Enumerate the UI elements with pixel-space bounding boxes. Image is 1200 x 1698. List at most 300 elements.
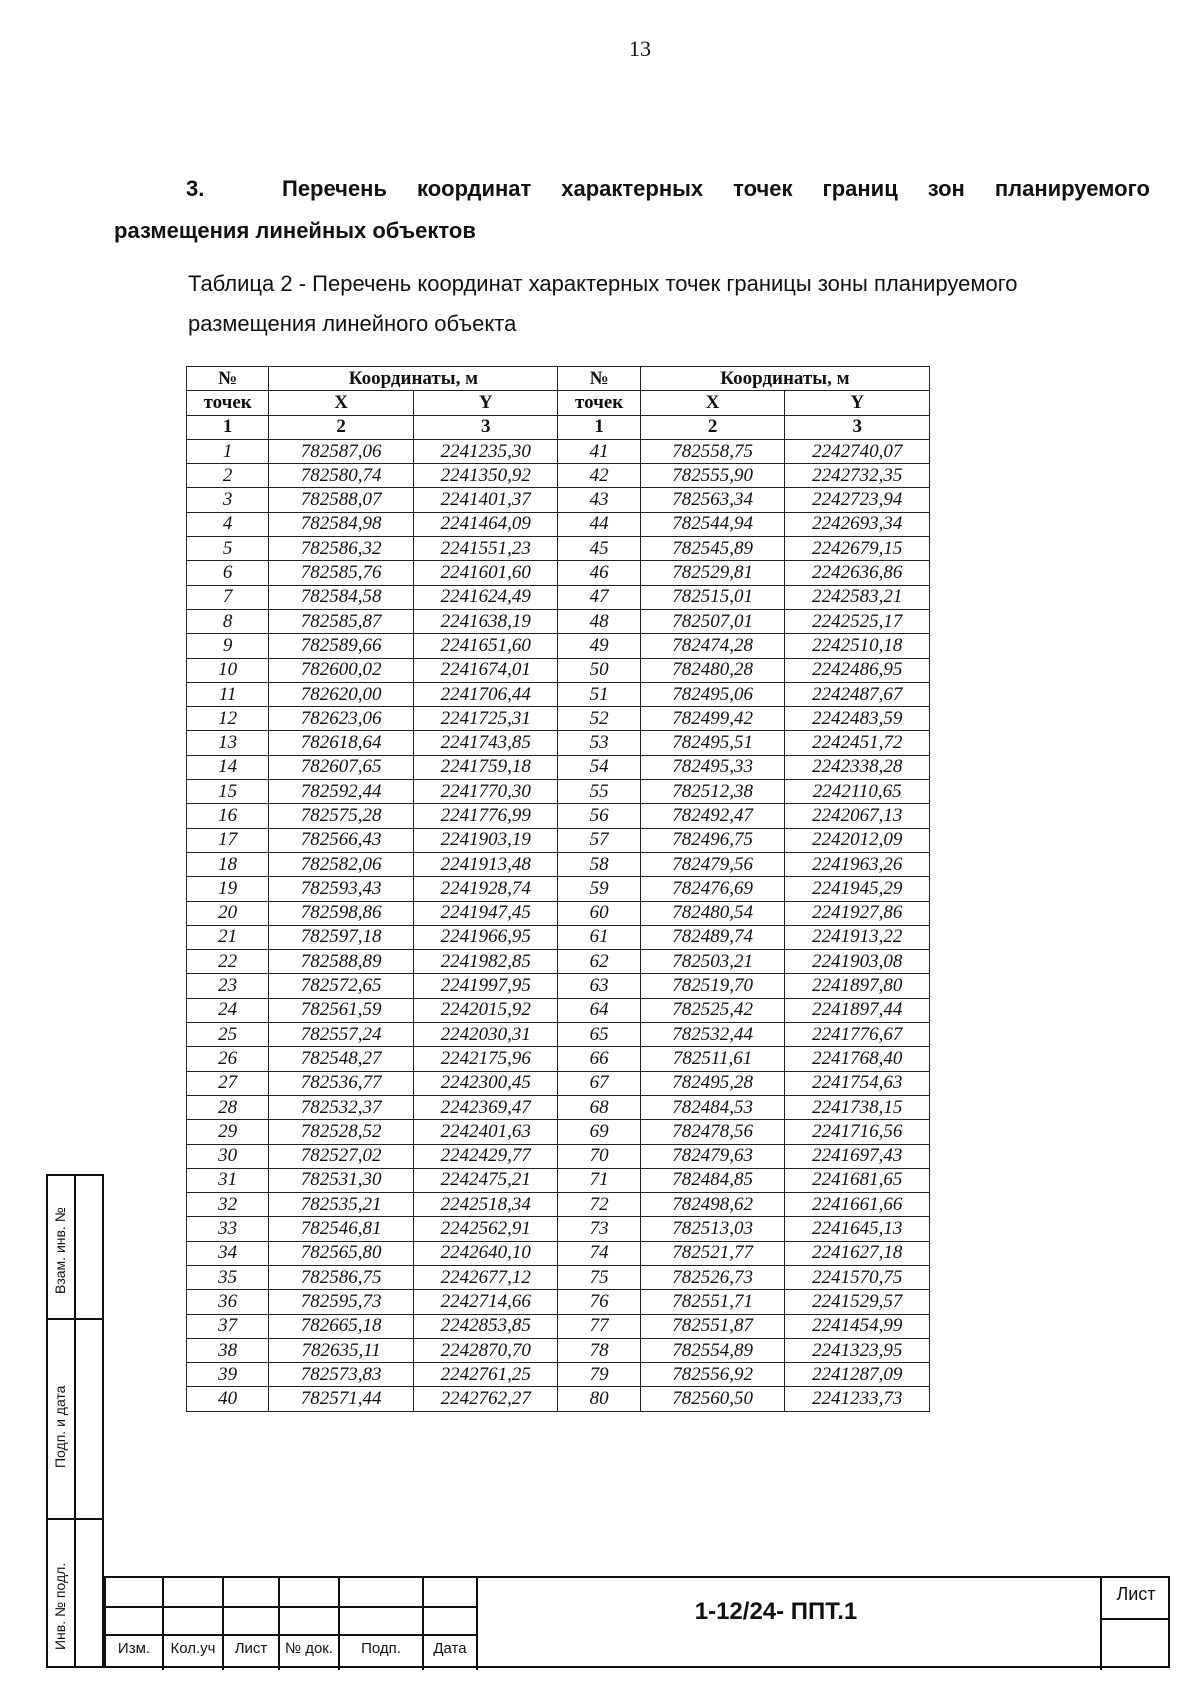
col-number-1: 1 — [187, 415, 269, 439]
point-number-left: 5 — [187, 537, 269, 561]
point-number-right: 46 — [558, 561, 640, 585]
x-coordinate-right: 782495,06 — [640, 682, 785, 706]
x-coordinate-right: 782563,34 — [640, 488, 785, 512]
point-number-right: 44 — [558, 512, 640, 536]
point-number-right: 76 — [558, 1290, 640, 1314]
y-coordinate-right: 2241754,63 — [785, 1071, 930, 1095]
x-coordinate-left: 782595,73 — [269, 1290, 414, 1314]
table-row — [187, 512, 930, 536]
y-coordinate-right: 2241716,56 — [785, 1120, 930, 1144]
y-coordinate-right: 2241927,86 — [785, 901, 930, 925]
header-row-2 — [187, 391, 930, 415]
table-row — [187, 1047, 930, 1071]
table-row — [187, 1217, 930, 1241]
side-stamp-divider — [48, 1318, 102, 1320]
x-coordinate-left: 782566,43 — [269, 828, 414, 852]
y-coordinate-left: 2242562,91 — [413, 1217, 558, 1241]
coordinates-table-body — [187, 439, 930, 1411]
y-coordinate-right: 2241454,99 — [785, 1314, 930, 1338]
y-coordinate-left: 2242518,34 — [413, 1193, 558, 1217]
sheet-label: Лист — [1116, 1584, 1156, 1604]
x-coordinate-left: 782582,06 — [269, 852, 414, 876]
x-coordinate-left: 782586,32 — [269, 537, 414, 561]
y-coordinate-right: 2242510,18 — [785, 634, 930, 658]
table-row — [187, 1193, 930, 1217]
title-block-label-signature: Подп. — [361, 1640, 401, 1657]
point-number-right: 48 — [558, 609, 640, 633]
y-coordinate-right: 2241661,66 — [785, 1193, 930, 1217]
y-coordinate-left: 2241551,23 — [413, 537, 558, 561]
section-title-word: границ — [822, 176, 898, 201]
point-number-right: 41 — [558, 439, 640, 463]
point-number-right: 62 — [558, 950, 640, 974]
point-number-right: 65 — [558, 1023, 640, 1047]
x-coordinate-right: 782480,28 — [640, 658, 785, 682]
y-coordinate-right: 2241645,13 — [785, 1217, 930, 1241]
y-coordinate-right: 2241963,26 — [785, 852, 930, 876]
table-row — [187, 609, 930, 633]
table-row — [187, 1290, 930, 1314]
header-y-left: Y — [413, 391, 558, 415]
point-number-left: 14 — [187, 755, 269, 779]
x-coordinate-left: 782571,44 — [269, 1387, 414, 1411]
x-coordinate-right: 782521,77 — [640, 1241, 785, 1265]
table-row — [187, 1071, 930, 1095]
section-title-word: зон — [927, 176, 965, 201]
y-coordinate-left: 2242761,25 — [413, 1363, 558, 1387]
y-coordinate-left: 2241770,30 — [413, 780, 558, 804]
y-coordinate-left: 2241651,60 — [413, 634, 558, 658]
point-number-right: 70 — [558, 1144, 640, 1168]
x-coordinate-right: 782495,28 — [640, 1071, 785, 1095]
y-coordinate-left: 2242401,63 — [413, 1120, 558, 1144]
x-coordinate-left: 782597,18 — [269, 925, 414, 949]
col-number-2: 2 — [640, 415, 785, 439]
point-number-right: 47 — [558, 585, 640, 609]
header-row-1 — [187, 367, 930, 391]
table-caption-line2: размещения линейного объекта — [188, 311, 517, 336]
x-coordinate-left: 782588,89 — [269, 950, 414, 974]
section-title-line2: размещения линейных объектов — [114, 218, 476, 243]
section-number: 3. — [186, 176, 205, 201]
x-coordinate-left: 782589,66 — [269, 634, 414, 658]
table-row — [187, 950, 930, 974]
x-coordinate-right: 782495,51 — [640, 731, 785, 755]
point-number-left: 26 — [187, 1047, 269, 1071]
table-row — [187, 658, 930, 682]
table-row — [187, 561, 930, 585]
section-title-word: Перечень — [282, 176, 387, 201]
point-number-left: 24 — [187, 998, 269, 1022]
y-coordinate-right: 2242693,34 — [785, 512, 930, 536]
x-coordinate-left: 782593,43 — [269, 877, 414, 901]
x-coordinate-right: 782476,69 — [640, 877, 785, 901]
x-coordinate-right: 782526,73 — [640, 1265, 785, 1289]
x-coordinate-left: 782580,74 — [269, 464, 414, 488]
y-coordinate-right: 2241776,67 — [785, 1023, 930, 1047]
y-coordinate-left: 2242015,92 — [413, 998, 558, 1022]
table-row — [187, 1168, 930, 1192]
y-coordinate-left: 2241913,48 — [413, 852, 558, 876]
table-row — [187, 1095, 930, 1119]
y-coordinate-right: 2242012,09 — [785, 828, 930, 852]
y-coordinate-left: 2242175,96 — [413, 1047, 558, 1071]
point-number-left: 16 — [187, 804, 269, 828]
side-stamp — [46, 1174, 104, 1668]
point-number-left: 15 — [187, 780, 269, 804]
table-row — [187, 804, 930, 828]
point-number-left: 8 — [187, 609, 269, 633]
x-coordinate-right: 782515,01 — [640, 585, 785, 609]
x-coordinate-left: 782587,06 — [269, 439, 414, 463]
point-number-right: 79 — [558, 1363, 640, 1387]
y-coordinate-left: 2241674,01 — [413, 658, 558, 682]
y-coordinate-right: 2242483,59 — [785, 707, 930, 731]
x-coordinate-right: 782478,56 — [640, 1120, 785, 1144]
x-coordinate-left: 782575,28 — [269, 804, 414, 828]
table-row — [187, 974, 930, 998]
y-coordinate-right: 2242451,72 — [785, 731, 930, 755]
side-stamp-divider — [48, 1518, 102, 1520]
side-stamp-label-signature-date: Подп. и дата — [52, 1385, 68, 1468]
x-coordinate-left: 782600,02 — [269, 658, 414, 682]
point-number-left: 28 — [187, 1095, 269, 1119]
point-number-left: 22 — [187, 950, 269, 974]
point-number-right: 50 — [558, 658, 640, 682]
y-coordinate-left: 2241743,85 — [413, 731, 558, 755]
point-number-right: 77 — [558, 1314, 640, 1338]
x-coordinate-right: 782512,38 — [640, 780, 785, 804]
y-coordinate-left: 2242475,21 — [413, 1168, 558, 1192]
x-coordinate-left: 782607,65 — [269, 755, 414, 779]
x-coordinate-left: 782532,37 — [269, 1095, 414, 1119]
title-block — [104, 1576, 1170, 1668]
x-coordinate-right: 782519,70 — [640, 974, 785, 998]
point-number-left: 4 — [187, 512, 269, 536]
x-coordinate-right: 782556,92 — [640, 1363, 785, 1387]
x-coordinate-left: 782598,86 — [269, 901, 414, 925]
point-number-left: 25 — [187, 1023, 269, 1047]
point-number-right: 71 — [558, 1168, 640, 1192]
point-number-right: 53 — [558, 731, 640, 755]
x-coordinate-right: 782511,61 — [640, 1047, 785, 1071]
section-title-word: характерных — [561, 176, 704, 201]
header-coords-right: Координаты, м — [640, 367, 929, 391]
y-coordinate-left: 2241997,95 — [413, 974, 558, 998]
table-caption — [188, 264, 1148, 344]
y-coordinate-left: 2241638,19 — [413, 609, 558, 633]
section-title-word: планируемого — [994, 176, 1150, 201]
x-coordinate-right: 782499,42 — [640, 707, 785, 731]
y-coordinate-left: 2241235,30 — [413, 439, 558, 463]
side-stamp-label-replacement-inv: Взам. инв. № — [52, 1207, 68, 1294]
table-row — [187, 682, 930, 706]
x-coordinate-right: 782479,63 — [640, 1144, 785, 1168]
section-heading — [114, 168, 1150, 252]
y-coordinate-left: 2242640,10 — [413, 1241, 558, 1265]
x-coordinate-right: 782498,62 — [640, 1193, 785, 1217]
y-coordinate-left: 2242369,47 — [413, 1095, 558, 1119]
table-row — [187, 998, 930, 1022]
point-number-right: 64 — [558, 998, 640, 1022]
x-coordinate-right: 782532,44 — [640, 1023, 785, 1047]
point-number-left: 1 — [187, 439, 269, 463]
y-coordinate-left: 2241903,19 — [413, 828, 558, 852]
point-number-right: 66 — [558, 1047, 640, 1071]
x-coordinate-left: 782635,11 — [269, 1338, 414, 1362]
col-number-3: 3 — [785, 415, 930, 439]
point-number-right: 55 — [558, 780, 640, 804]
x-coordinate-left: 782585,76 — [269, 561, 414, 585]
y-coordinate-right: 2241570,75 — [785, 1265, 930, 1289]
table-row — [187, 439, 930, 463]
y-coordinate-right: 2241897,80 — [785, 974, 930, 998]
table-row — [187, 1241, 930, 1265]
y-coordinate-right: 2242067,13 — [785, 804, 930, 828]
table-row — [187, 537, 930, 561]
point-number-left: 3 — [187, 488, 269, 512]
point-number-left: 2 — [187, 464, 269, 488]
x-coordinate-left: 782528,52 — [269, 1120, 414, 1144]
table-row — [187, 634, 930, 658]
y-coordinate-left: 2242870,70 — [413, 1338, 558, 1362]
point-number-right: 59 — [558, 877, 640, 901]
x-coordinate-right: 782479,56 — [640, 852, 785, 876]
point-number-right: 45 — [558, 537, 640, 561]
table-row — [187, 780, 930, 804]
table-row — [187, 828, 930, 852]
x-coordinate-right: 782525,42 — [640, 998, 785, 1022]
y-coordinate-right: 2242110,65 — [785, 780, 930, 804]
point-number-left: 12 — [187, 707, 269, 731]
section-title-word: координат — [416, 176, 532, 201]
point-number-left: 20 — [187, 901, 269, 925]
point-number-left: 23 — [187, 974, 269, 998]
col-number-3: 3 — [413, 415, 558, 439]
point-number-left: 21 — [187, 925, 269, 949]
header-row-numbers — [187, 415, 930, 439]
point-number-left: 38 — [187, 1338, 269, 1362]
x-coordinate-right: 782496,75 — [640, 828, 785, 852]
x-coordinate-left: 782586,75 — [269, 1265, 414, 1289]
x-coordinate-left: 782565,80 — [269, 1241, 414, 1265]
y-coordinate-right: 2241233,73 — [785, 1387, 930, 1411]
table-row — [187, 1023, 930, 1047]
x-coordinate-right: 782558,75 — [640, 439, 785, 463]
y-coordinate-right: 2242583,21 — [785, 585, 930, 609]
point-number-left: 9 — [187, 634, 269, 658]
document-code: 1-12/24- ППТ.1 — [694, 1598, 858, 1625]
table-caption-line1: Таблица 2 - Перечень координат характерных точек границы зоны планируемого — [188, 271, 1018, 296]
y-coordinate-right: 2241903,08 — [785, 950, 930, 974]
x-coordinate-left: 782531,30 — [269, 1168, 414, 1192]
point-number-right: 72 — [558, 1193, 640, 1217]
x-coordinate-right: 782507,01 — [640, 609, 785, 633]
point-number-right: 51 — [558, 682, 640, 706]
y-coordinate-right: 2242487,67 — [785, 682, 930, 706]
x-coordinate-right: 782529,81 — [640, 561, 785, 585]
header-no-right: № — [558, 367, 640, 391]
table-row — [187, 1120, 930, 1144]
point-number-right: 42 — [558, 464, 640, 488]
table-row — [187, 707, 930, 731]
point-number-left: 40 — [187, 1387, 269, 1411]
col-number-1: 1 — [558, 415, 640, 439]
y-coordinate-right: 2242723,94 — [785, 488, 930, 512]
point-number-right: 52 — [558, 707, 640, 731]
x-coordinate-left: 782584,58 — [269, 585, 414, 609]
y-coordinate-right: 2241768,40 — [785, 1047, 930, 1071]
title-block-label-date: Дата — [433, 1640, 467, 1657]
point-number-right: 80 — [558, 1387, 640, 1411]
x-coordinate-left: 782588,07 — [269, 488, 414, 512]
table-row — [187, 901, 930, 925]
x-coordinate-left: 782584,98 — [269, 512, 414, 536]
title-block-label-doc-number: № док. — [284, 1640, 334, 1657]
header-points-right: точек — [558, 391, 640, 415]
point-number-right: 63 — [558, 974, 640, 998]
x-coordinate-left: 782557,24 — [269, 1023, 414, 1047]
y-coordinate-left: 2242762,27 — [413, 1387, 558, 1411]
point-number-left: 19 — [187, 877, 269, 901]
y-coordinate-left: 2242429,77 — [413, 1144, 558, 1168]
x-coordinate-left: 782546,81 — [269, 1217, 414, 1241]
table-row — [187, 488, 930, 512]
x-coordinate-left: 782620,00 — [269, 682, 414, 706]
point-number-left: 32 — [187, 1193, 269, 1217]
point-number-left: 18 — [187, 852, 269, 876]
y-coordinate-right: 2241627,18 — [785, 1241, 930, 1265]
title-block-label-quantity: Кол.уч — [170, 1640, 216, 1657]
page-number: 13 — [629, 36, 651, 61]
point-number-left: 10 — [187, 658, 269, 682]
table-row — [187, 1338, 930, 1362]
point-number-right: 67 — [558, 1071, 640, 1095]
x-coordinate-left: 782572,65 — [269, 974, 414, 998]
x-coordinate-left: 782592,44 — [269, 780, 414, 804]
table-row — [187, 1387, 930, 1411]
coordinates-table — [186, 366, 930, 1412]
x-coordinate-right: 782484,53 — [640, 1095, 785, 1119]
y-coordinate-right: 2242525,17 — [785, 609, 930, 633]
point-number-left: 11 — [187, 682, 269, 706]
y-coordinate-left: 2241464,09 — [413, 512, 558, 536]
y-coordinate-left: 2242300,45 — [413, 1071, 558, 1095]
point-number-right: 54 — [558, 755, 640, 779]
table-row — [187, 731, 930, 755]
col-number-2: 2 — [269, 415, 414, 439]
point-number-right: 69 — [558, 1120, 640, 1144]
point-number-left: 7 — [187, 585, 269, 609]
y-coordinate-left: 2241706,44 — [413, 682, 558, 706]
y-coordinate-left: 2241624,49 — [413, 585, 558, 609]
point-number-left: 36 — [187, 1290, 269, 1314]
x-coordinate-right: 782495,33 — [640, 755, 785, 779]
y-coordinate-left: 2241928,74 — [413, 877, 558, 901]
y-coordinate-right: 2242732,35 — [785, 464, 930, 488]
y-coordinate-right: 2242338,28 — [785, 755, 930, 779]
table-row — [187, 1144, 930, 1168]
sheet-cell — [1102, 1578, 1170, 1618]
y-coordinate-right: 2241913,22 — [785, 925, 930, 949]
point-number-left: 39 — [187, 1363, 269, 1387]
y-coordinate-right: 2242636,86 — [785, 561, 930, 585]
point-number-left: 13 — [187, 731, 269, 755]
point-number-right: 78 — [558, 1338, 640, 1362]
section-title-word: точек — [733, 176, 793, 201]
x-coordinate-left: 782618,64 — [269, 731, 414, 755]
y-coordinate-left: 2241982,85 — [413, 950, 558, 974]
point-number-right: 56 — [558, 804, 640, 828]
x-coordinate-right: 782560,50 — [640, 1387, 785, 1411]
point-number-left: 29 — [187, 1120, 269, 1144]
title-block-line — [476, 1578, 478, 1670]
y-coordinate-left: 2242030,31 — [413, 1023, 558, 1047]
x-coordinate-right: 782513,03 — [640, 1217, 785, 1241]
header-no-left: № — [187, 367, 269, 391]
section-heading-line1 — [114, 168, 1150, 210]
point-number-left: 6 — [187, 561, 269, 585]
y-coordinate-left: 2242853,85 — [413, 1314, 558, 1338]
x-coordinate-right: 782545,89 — [640, 537, 785, 561]
table-row — [187, 1314, 930, 1338]
x-coordinate-right: 782551,87 — [640, 1314, 785, 1338]
y-coordinate-right: 2242486,95 — [785, 658, 930, 682]
header-points-left: точек — [187, 391, 269, 415]
y-coordinate-left: 2241725,31 — [413, 707, 558, 731]
table-row — [187, 925, 930, 949]
y-coordinate-right: 2241697,43 — [785, 1144, 930, 1168]
point-number-right: 60 — [558, 901, 640, 925]
y-coordinate-right: 2241681,65 — [785, 1168, 930, 1192]
x-coordinate-right: 782554,89 — [640, 1338, 785, 1362]
y-coordinate-right: 2241897,44 — [785, 998, 930, 1022]
table-row — [187, 585, 930, 609]
point-number-right: 43 — [558, 488, 640, 512]
y-coordinate-left: 2241776,99 — [413, 804, 558, 828]
y-coordinate-left: 2241601,60 — [413, 561, 558, 585]
point-number-left: 30 — [187, 1144, 269, 1168]
title-block-label-sheet: Лист — [234, 1640, 268, 1657]
x-coordinate-left: 782535,21 — [269, 1193, 414, 1217]
point-number-right: 49 — [558, 634, 640, 658]
x-coordinate-left: 782548,27 — [269, 1047, 414, 1071]
section-title-words — [282, 168, 1150, 210]
title-block-line — [1100, 1618, 1170, 1620]
table-row — [187, 852, 930, 876]
point-number-right: 68 — [558, 1095, 640, 1119]
y-coordinate-left: 2241759,18 — [413, 755, 558, 779]
x-coordinate-left: 782561,59 — [269, 998, 414, 1022]
point-number-left: 27 — [187, 1071, 269, 1095]
point-number-right: 57 — [558, 828, 640, 852]
y-coordinate-right: 2242740,07 — [785, 439, 930, 463]
x-coordinate-right: 782474,28 — [640, 634, 785, 658]
point-number-right: 74 — [558, 1241, 640, 1265]
x-coordinate-right: 782480,54 — [640, 901, 785, 925]
title-block-label-change: Изм. — [117, 1640, 151, 1657]
point-number-right: 61 — [558, 925, 640, 949]
y-coordinate-left: 2241947,45 — [413, 901, 558, 925]
y-coordinate-left: 2241401,37 — [413, 488, 558, 512]
x-coordinate-right: 782555,90 — [640, 464, 785, 488]
point-number-right: 58 — [558, 852, 640, 876]
x-coordinate-right: 782484,85 — [640, 1168, 785, 1192]
x-coordinate-right: 782551,71 — [640, 1290, 785, 1314]
x-coordinate-right: 782489,74 — [640, 925, 785, 949]
table-row — [187, 464, 930, 488]
header-y-right: Y — [785, 391, 930, 415]
